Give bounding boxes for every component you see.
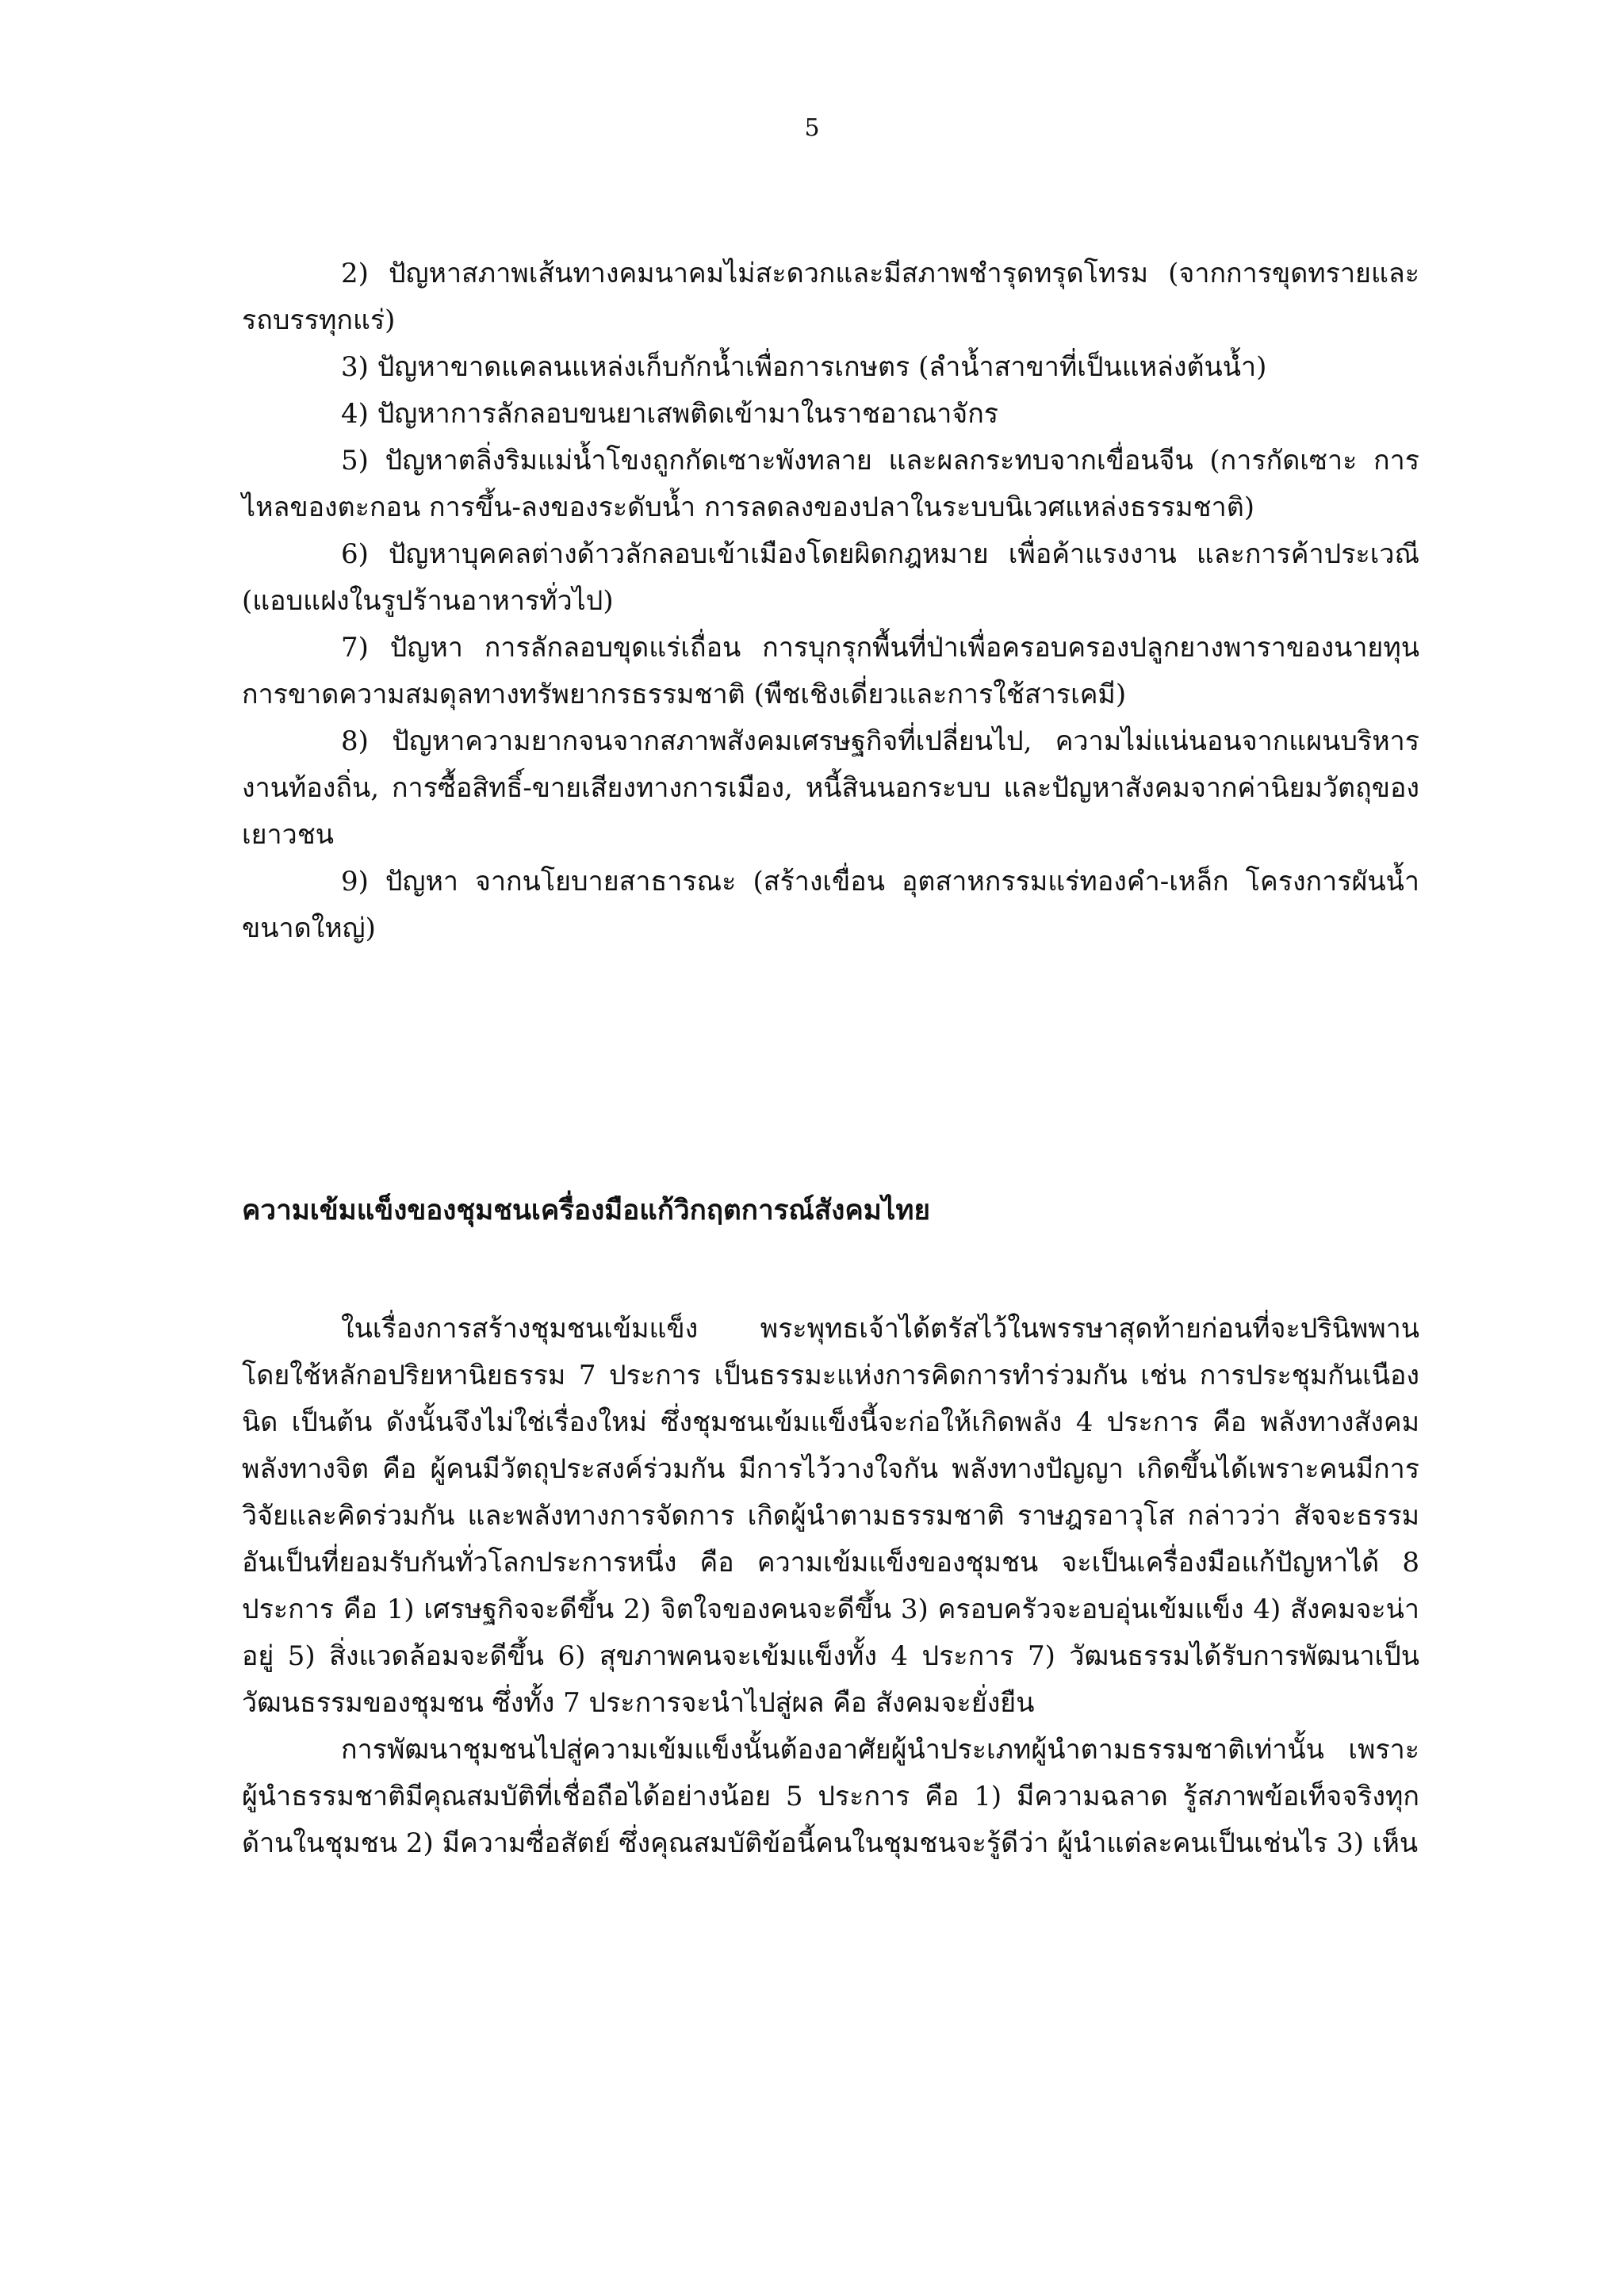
list-item: 2) ปัญหาสภาพเส้นทางคมนาคมไม่สะดวกและมีสภาพชำรุดทรุดโทรม (จากการขุดทรายและรถบรรทุกแร่) — [242, 258, 1419, 336]
page-number: 5 — [804, 114, 820, 142]
list-item: 6) ปัญหาบุคคลต่างด้าวลักลอบเข้าเมืองโดยผิดกฎหมาย เพื่อค้าแรงงาน และการค้าประเวณี (แอบแฝงในรูปร้านอาหารทั่วไป) — [242, 538, 1419, 617]
list-item: 4) ปัญหาการลักลอบขนยาเสพติดเข้ามาในราชอาณาจักร — [341, 398, 999, 430]
list-item: 5) ปัญหาตลิ่งริมแม่น้ำโขงถูกกัดเซาะพังทลาย และผลกระทบจากเขื่อนจีน (การกัดเซาะ การไหลของตะกอน การขึ้น-ลงของระดับน้ำ การลดลงของปลาในระบบนิเวศแหล่งธรรมชาติ) — [242, 445, 1419, 523]
body-paragraph: การพัฒนาชุมชนไปสู่ความเข้มแข็งนั้นต้องอาศัยผู้นำประเภทผู้นำตามธรรมชาติเท่านั้น เพราะผู้นำธรรมชาติมีคุณสมบัติที่เชื่อถือได้อย่างน้อย 5 ประการ คือ 1) มีความฉลาด รู้สภาพข้อเท็จจริงทุกด้านในชุมชน 2) มีความซื่อสัตย์ ซึ่งคุณสมบัติข้อนี้คนในชุมชนจะรู้ดีว่า ผู้นำแต่ละคนเป็นเช่นไร 3) เห็น — [242, 1734, 1419, 1859]
list-item: 8) ปัญหาความยากจนจากสภาพสังคมเศรษฐกิจที่เปลี่ยนไป, ความไม่แน่นอนจากแผนบริหารงานท้องถิ่น, การซื้อสิทธิ์-ขายเสียงทางการเมือง, หนี้สินนอกระบบ และปัญหาสังคมจากค่านิยมวัตถุของเยาวชน — [242, 725, 1419, 851]
list-item: 3) ปัญหาขาดแคลนแหล่งเก็บกักน้ำเพื่อการเกษตร (ลำน้ำสาขาที่เป็นแหล่งต้นน้ำ) — [341, 351, 1267, 383]
problem-list — [242, 251, 1419, 952]
section-body — [242, 1306, 1419, 1867]
body-paragraph: ในเรื่องการสร้างชุมชนเข้มแข็ง พระพุทธเจ้าได้ตรัสไว้ในพรรษาสุดท้ายก่อนที่จะปรินิพพาน โดยใช้หลักอปริยหานิยธรรม 7 ประการ เป็นธรรมะแห่งการคิดการทำร่วมกัน เช่น การประชุมกันเนืองนิด เป็นต้น ดังนั้นจึงไม่ใช่เรื่องใหม่ ซึ่งชุมชนเข้มแข็งนี้จะก่อให้เกิดพลัง 4 ประการ คือ พลังทางสังคม พลังทางจิต คือ ผู้คนมีวัตถุประสงค์ร่วมกัน มีการไว้วางใจกัน พลังทางปัญญา เกิดขึ้นได้เพราะคนมีการวิจัยและคิดร่วมกัน และพลังทางการจัดการ เกิดผู้นำตามธรรมชาติ ราษฎรอาวุโส กล่าวว่า สัจจะธรรมอันเป็นที่ยอมรับกันทั่วโลกประการหนึ่ง คือ ความเข้มแข็งของชุมชน จะเป็นเครื่องมือแก้ปัญหาได้ 8 ประการ คือ 1) เศรษฐกิจจะดีขึ้น 2) จิตใจของคนจะดีขึ้น 3) ครอบครัวจะอบอุ่นเข้มแข็ง 4) สังคมจะน่าอยู่ 5) สิ่งแวดล้อมจะดีขึ้น 6) สุขภาพคนจะเข้มแข็งทั้ง 4 ประการ 7) วัฒนธรรมได้รับการพัฒนาเป็นวัฒนธรรมของชุมชน ซึ่งทั้ง 7 ประการจะนำไปสู่ผล คือ สังคมจะยั่งยืน — [242, 1313, 1419, 1719]
list-item: 7) ปัญหา การลักลอบขุดแร่เถื่อน การบุกรุกพื้นที่ป่าเพื่อครอบครองปลูกยางพาราของนายทุน การขาดความสมดุลทางทรัพยากรธรรมชาติ (พืชเชิงเดี่ยวและการใช้สารเคมี) — [242, 632, 1419, 710]
section-heading: ความเข้มแข็งของชุมชนเครื่องมือแก้วิกฤตการณ์สังคมไทย — [242, 1194, 930, 1226]
list-item: 9) ปัญหา จากนโยบายสาธารณะ (สร้างเขื่อน อุตสาหกรรมแร่ทองคำ-เหล็ก โครงการผันน้ำขนาดใหญ่) — [242, 866, 1419, 944]
